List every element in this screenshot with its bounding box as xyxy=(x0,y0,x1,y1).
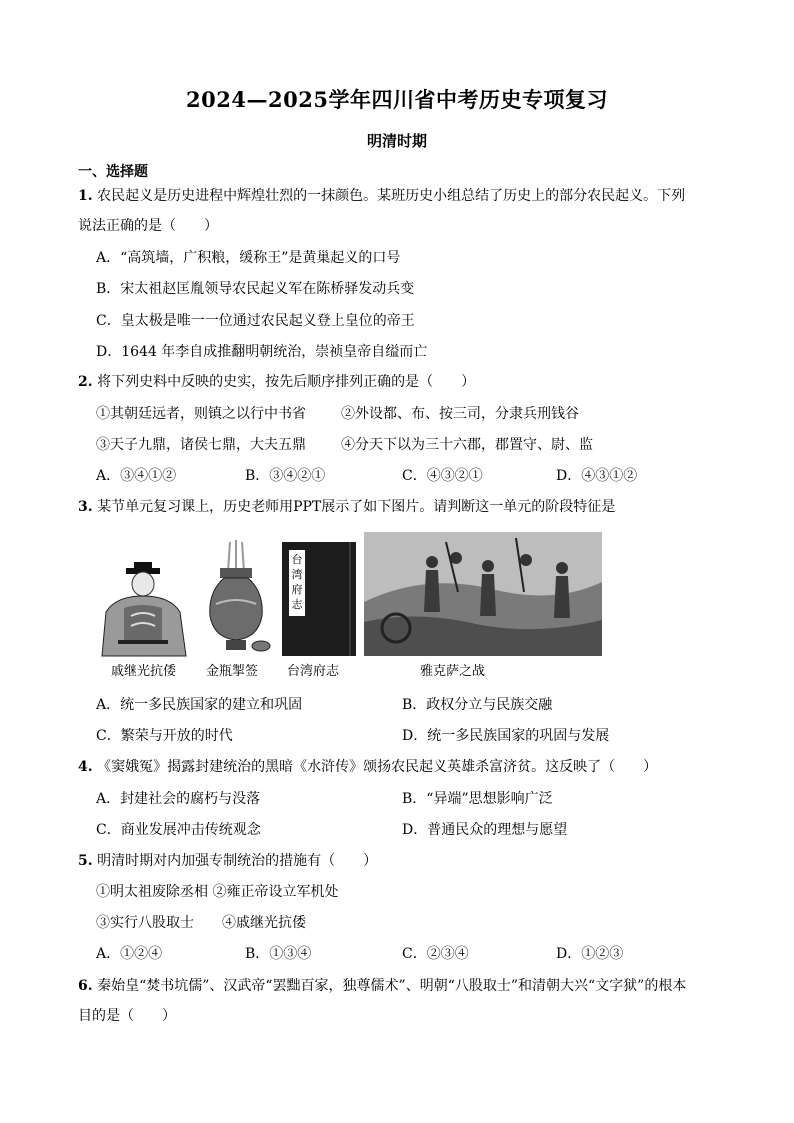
caption-qi-jiguang: 戚继光抗倭 xyxy=(111,664,177,679)
question-1-stem-cont: 说法正确的是（ ） xyxy=(78,218,218,234)
q5-option-c: C．②③④ xyxy=(402,946,469,962)
q3-option-c: C．繁荣与开放的时代 xyxy=(96,728,233,744)
q4-option-b: B．“异端”思想影响广泛 xyxy=(402,791,553,807)
page-title: 2024—2025学年四川省中考历史专项复习 xyxy=(186,87,608,112)
q5-statements-1: ①明太祖废除丞相 ②雍正帝设立军机处 xyxy=(96,884,339,900)
q5-option-d: D．①②③ xyxy=(556,946,624,962)
q2-source-3: ③天子九鼎，诸侯七鼎，大夫五鼎 xyxy=(96,437,306,453)
question-number: 1. xyxy=(78,188,93,204)
q4-option-c: C．商业发展冲击传统观念 xyxy=(96,822,261,838)
question-text: 《窦娥冤》揭露封建统治的黑暗《水浒传》颂扬农民起义英雄杀富济贫。这反映了（ ） xyxy=(97,759,658,775)
question-1-stem xyxy=(78,186,685,206)
caption-albazin-battle: 雅克萨之战 xyxy=(420,664,486,679)
q1-option-a: A．“高筑墙，广积粮，缓称王”是黄巢起义的口号 xyxy=(96,250,401,266)
question-number: 4. xyxy=(78,759,93,775)
q5-option-a: A．①②④ xyxy=(96,946,163,962)
book-cover-title: 台湾府志 xyxy=(291,553,303,611)
q4-option-d: D．普通民众的理想与愿望 xyxy=(402,822,568,838)
section-heading: 一、选择题 xyxy=(78,164,148,180)
question-text: 明清时期对内加强专制统治的措施有（ ） xyxy=(97,853,378,869)
albazin-battle-painting-image xyxy=(364,532,602,656)
page-subtitle: 明清时期 xyxy=(366,132,427,150)
question-6-stem xyxy=(78,976,686,996)
question-5-stem xyxy=(78,851,377,871)
question-number: 3. xyxy=(78,499,93,515)
q2-source-4: ④分天下以为三十六郡，郡置守、尉、监 xyxy=(341,437,593,453)
q1-option-c: C．皇太极是唯一一位通过农民起义登上皇位的帝王 xyxy=(96,313,415,329)
q2-option-d: D．④③①② xyxy=(556,468,638,484)
q3-option-a: A．统一多民族国家的建立和巩固 xyxy=(96,697,303,713)
q4-option-a: A．封建社会的腐朽与没落 xyxy=(96,791,261,807)
question-text: 某节单元复习课上，历史老师用PPT展示了如下图片。请判断这一单元的阶段特征是 xyxy=(97,499,616,515)
q3-option-d: D．统一多民族国家的巩固与发展 xyxy=(402,728,610,744)
q2-option-c: C．④③②① xyxy=(402,468,483,484)
q2-source-1: ①其朝廷远者，则镇之以行中书省 xyxy=(96,406,306,422)
question-6-stem-cont: 目的是（ ） xyxy=(78,1008,176,1024)
question-4-stem xyxy=(78,757,657,777)
question-number: 6. xyxy=(78,978,93,994)
question-3-stem xyxy=(78,497,615,517)
question-number: 2. xyxy=(78,374,93,390)
question-text: 秦始皇“焚书坑儒”、汉武帝“罢黜百家，独尊儒术”、明朝“八股取士”和清朝大兴“文字狱”的根本 xyxy=(97,978,687,994)
caption-taiwan-gazetteer: 台湾府志 xyxy=(287,664,340,679)
caption-golden-urn: 金瓶掣签 xyxy=(206,664,259,679)
q5-statements-2: ③实行八股取士 ④戚继光抗倭 xyxy=(96,915,306,931)
q3-option-b: B．政权分立与民族交融 xyxy=(402,697,553,713)
q5-option-b: B．①③④ xyxy=(245,946,312,962)
q2-option-b: B．③④②① xyxy=(245,468,326,484)
historical-images xyxy=(96,532,606,662)
q1-option-b: B．宋太祖赵匡胤领导农民起义军在陈桥驿发动兵变 xyxy=(96,281,415,297)
q2-source-2: ②外设都、布、按三司，分隶兵刑钱谷 xyxy=(341,406,579,422)
question-number: 5. xyxy=(78,853,93,869)
question-text: 将下列史料中反映的史实，按先后顺序排列正确的是（ ） xyxy=(97,374,476,390)
question-text: 农民起义是历史进程中辉煌壮烈的一抹颜色。某班历史小组总结了历史上的部分农民起义。下列 xyxy=(97,188,686,204)
golden-urn-image xyxy=(210,540,270,651)
qi-jiguang-portrait-image xyxy=(96,532,192,656)
q1-option-d: D．1644 年李自成推翻明朝统治，崇祯皇帝自缢而亡 xyxy=(96,344,428,360)
q2-option-a: A．③④①② xyxy=(96,468,177,484)
question-2-stem xyxy=(78,372,475,392)
